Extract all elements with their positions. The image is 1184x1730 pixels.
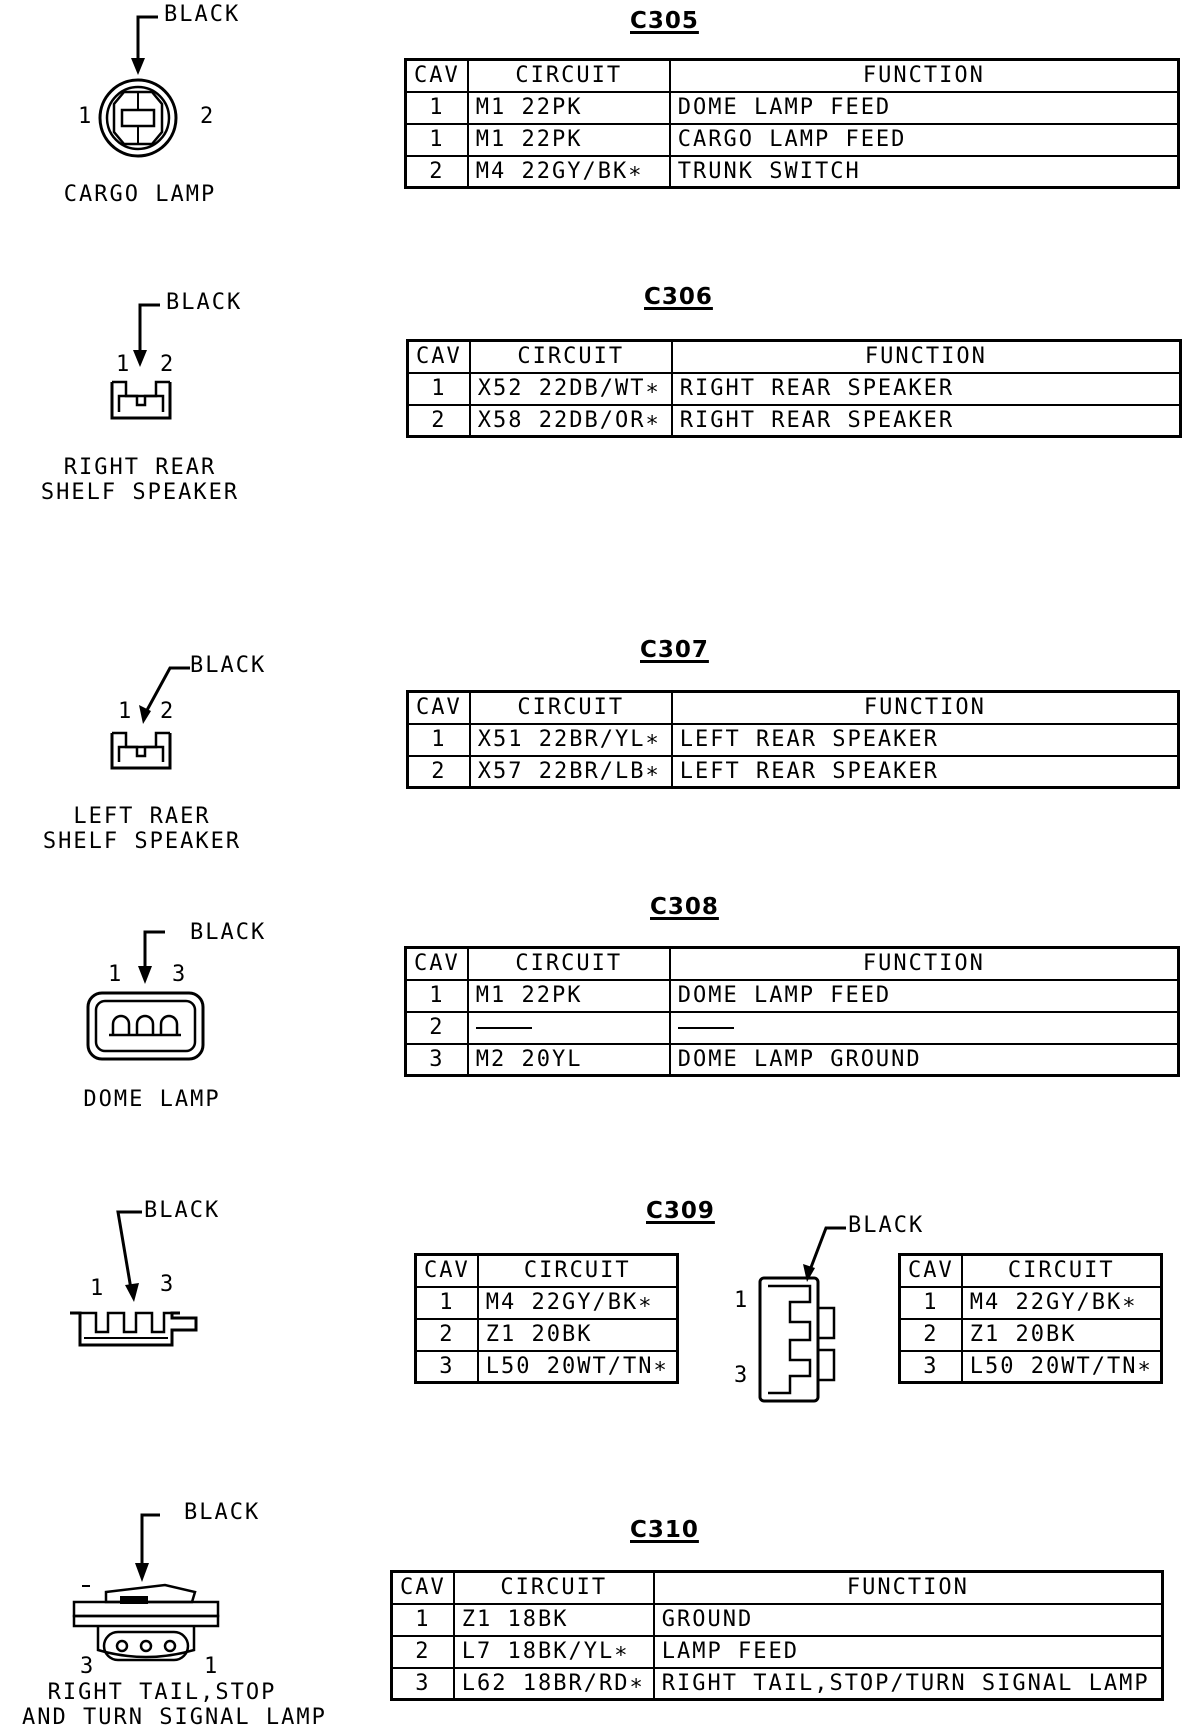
header-function: FUNCTION — [654, 1572, 1163, 1604]
pin-table-c310 — [390, 1570, 1164, 1701]
circuit-cell: Z1 18BK — [454, 1604, 654, 1636]
header-cav: CAV — [408, 341, 470, 373]
table-header-row — [416, 1255, 678, 1287]
table-row — [900, 1319, 1162, 1351]
cav-cell: 1 — [406, 92, 468, 124]
pin-label: 1 — [90, 1276, 106, 1301]
circuit-cell: Z1 20BK — [962, 1319, 1161, 1351]
pin-label: 3 — [734, 1363, 750, 1388]
pin-label: 1 — [204, 1654, 220, 1679]
circuit-cell: M1 22PK — [468, 124, 670, 156]
function-cell: CARGO LAMP FEED — [670, 124, 1179, 156]
connector-name: CARGO LAMP — [63, 182, 217, 207]
connector-title-c310: C310 — [630, 1517, 699, 1543]
function-cell: DOME LAMP GROUND — [670, 1044, 1179, 1076]
function-cell: LEFT REAR SPEAKER — [672, 724, 1179, 756]
cav-cell: 1 — [408, 724, 470, 756]
table-header-row — [900, 1255, 1162, 1287]
color-label: BLACK — [190, 653, 267, 678]
function-cell: RIGHT REAR SPEAKER — [672, 373, 1181, 405]
circuit-cell: M1 22PK — [468, 980, 670, 1012]
table-row — [416, 1351, 678, 1383]
header-cav: CAV — [406, 60, 468, 92]
header-circuit: CIRCUIT — [478, 1255, 677, 1287]
pin-label: 3 — [160, 1272, 176, 1297]
cav-cell: 1 — [406, 124, 468, 156]
function-cell: RIGHT REAR SPEAKER — [672, 405, 1181, 437]
tail-lamp-connector-icon — [0, 0, 327, 1730]
circuit-cell: L50 20WT/TN∗ — [962, 1351, 1161, 1383]
function-cell: DOME LAMP FEED — [670, 92, 1179, 124]
connector-title-c308: C308 — [650, 894, 719, 920]
table-row — [392, 1604, 1163, 1636]
header-circuit: CIRCUIT — [454, 1572, 654, 1604]
header-function: FUNCTION — [670, 60, 1179, 92]
circuit-cell: L7 18BK/YL∗ — [454, 1636, 654, 1668]
cav-cell: 3 — [416, 1351, 478, 1383]
circuit-cell: M4 22GY/BK∗ — [468, 156, 670, 188]
function-cell: RIGHT TAIL,STOP/TURN SIGNAL LAMP — [654, 1668, 1163, 1700]
circuit-cell: M1 22PK — [468, 92, 670, 124]
cav-cell: 2 — [408, 756, 470, 788]
function-cell: GROUND — [654, 1604, 1163, 1636]
table-row — [416, 1287, 678, 1319]
connector-title-c307: C307 — [640, 637, 709, 663]
cav-cell: 1 — [900, 1287, 962, 1319]
cav-cell: 2 — [406, 156, 468, 188]
header-cav: CAV — [408, 692, 470, 724]
circuit-cell: X51 22BR/YL∗ — [470, 724, 672, 756]
cav-cell: 1 — [408, 373, 470, 405]
pin-label: 1 — [116, 352, 132, 377]
pin-label: 2 — [200, 104, 216, 129]
table-row — [416, 1319, 678, 1351]
cav-cell: 2 — [416, 1319, 478, 1351]
table-row — [392, 1668, 1163, 1700]
circuit-cell: M4 22GY/BK∗ — [478, 1287, 677, 1319]
circuit-cell: L62 18BR/RD∗ — [454, 1668, 654, 1700]
cav-cell: 3 — [406, 1044, 468, 1076]
header-function: FUNCTION — [670, 948, 1179, 980]
color-label: BLACK — [164, 2, 241, 27]
function-cell: DOME LAMP FEED — [670, 980, 1179, 1012]
color-label: BLACK — [190, 920, 267, 945]
header-function: FUNCTION — [672, 692, 1179, 724]
color-label: BLACK — [848, 1213, 925, 1238]
connector-name: LEFT RAER SHELF SPEAKER — [42, 804, 242, 854]
header-cav: CAV — [406, 948, 468, 980]
table-row — [392, 1636, 1163, 1668]
circuit-cell: M2 20YL — [468, 1044, 670, 1076]
header-circuit: CIRCUIT — [470, 692, 672, 724]
pin-label: 2 — [160, 699, 176, 724]
pin-label: 1 — [108, 962, 124, 987]
circuit-cell: Z1 20BK — [478, 1319, 677, 1351]
color-label: BLACK — [166, 290, 243, 315]
cav-cell: 2 — [392, 1636, 454, 1668]
cav-cell: 1 — [392, 1604, 454, 1636]
table-row — [900, 1287, 1162, 1319]
header-circuit: CIRCUIT — [470, 341, 672, 373]
pin-label: 1 — [734, 1288, 750, 1313]
pin-label: 3 — [172, 962, 188, 987]
pin-label: 1 — [78, 104, 94, 129]
cav-cell: 3 — [900, 1351, 962, 1383]
function-cell: LAMP FEED — [654, 1636, 1163, 1668]
circuit-cell: L50 20WT/TN∗ — [478, 1351, 677, 1383]
header-function: FUNCTION — [672, 341, 1181, 373]
header-circuit: CIRCUIT — [468, 60, 670, 92]
table-row — [900, 1351, 1162, 1383]
circuit-cell: M4 22GY/BK∗ — [962, 1287, 1161, 1319]
connector-title-c305: C305 — [630, 8, 699, 34]
circuit-cell: X52 22DB/WT∗ — [470, 373, 672, 405]
cav-cell: 1 — [416, 1287, 478, 1319]
circuit-cell: X58 22DB/OR∗ — [470, 405, 672, 437]
header-cav: CAV — [900, 1255, 962, 1287]
function-cell: TRUNK SWITCH — [670, 156, 1179, 188]
connector-name: DOME LAMP — [83, 1087, 221, 1112]
connector-title-c309: C309 — [646, 1198, 715, 1224]
connector-title-c306: C306 — [644, 284, 713, 310]
function-cell: LEFT REAR SPEAKER — [672, 756, 1179, 788]
header-circuit: CIRCUIT — [962, 1255, 1161, 1287]
pin-label: 2 — [160, 352, 176, 377]
connector-name: RIGHT REAR SHELF SPEAKER — [40, 455, 240, 505]
cav-cell: 2 — [900, 1319, 962, 1351]
circuit-cell: X57 22BR/LB∗ — [470, 756, 672, 788]
pin-label: 3 — [80, 1654, 96, 1679]
cav-cell: 3 — [392, 1668, 454, 1700]
pin-table-c309-right — [898, 1253, 1163, 1384]
header-cav: CAV — [416, 1255, 478, 1287]
header-circuit: CIRCUIT — [468, 948, 670, 980]
table-header-row — [392, 1572, 1163, 1604]
color-label: BLACK — [144, 1198, 221, 1223]
pin-label: 1 — [118, 699, 134, 724]
cav-cell: 1 — [406, 980, 468, 1012]
pin-table-c309-left — [414, 1253, 679, 1384]
cav-cell: 2 — [406, 1012, 468, 1044]
color-label: BLACK — [184, 1500, 261, 1525]
cav-cell: 2 — [408, 405, 470, 437]
connector-name: RIGHT TAIL,STOP AND TURN SIGNAL LAMP — [22, 1680, 327, 1730]
header-cav: CAV — [392, 1572, 454, 1604]
